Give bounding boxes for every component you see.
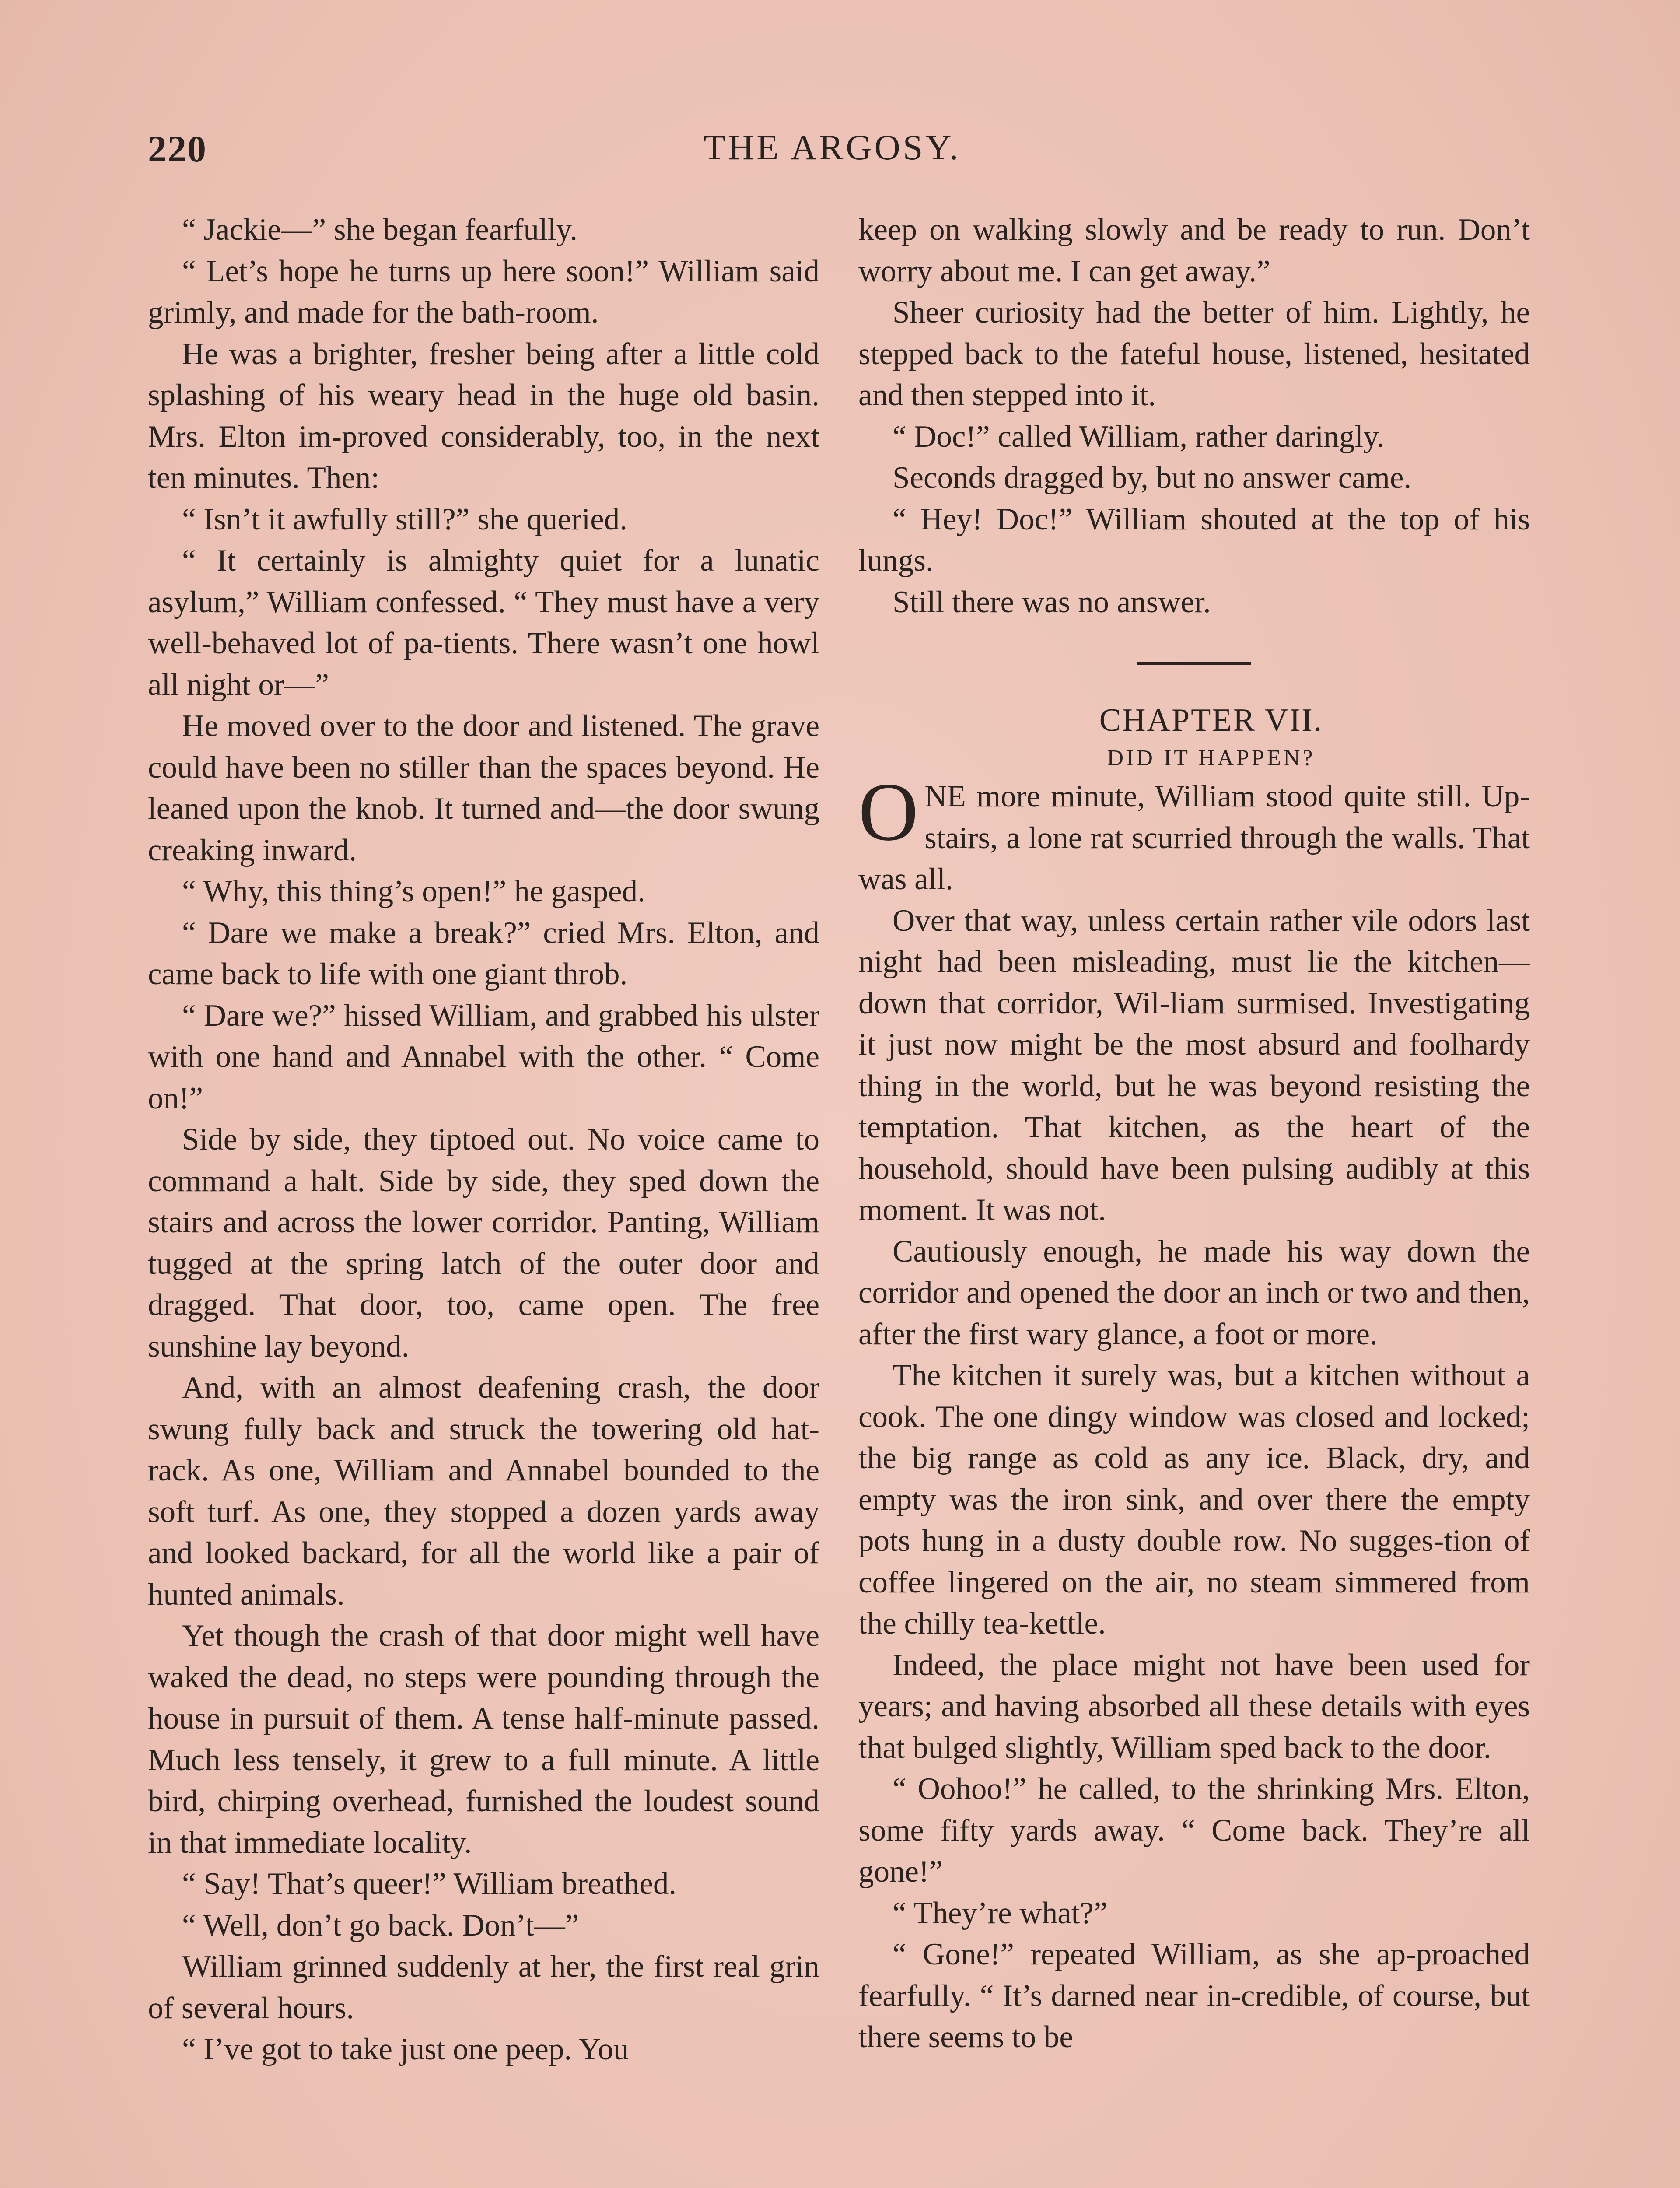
paragraph: “ Doc!” called William, rather daringly. — [892, 419, 1385, 454]
paragraph: Over that way, unless certain rather vile odors last night had been misleading, must lie the kitchen—down that corridor, Wil-liam surmised. Investigating it just now might be the most absurd and foolhardy thing in the world, but he was beyond resisting the temptation. That kitchen, as the heart of the household, should have been pulsing audibly at this moment. It was not. — [858, 903, 1530, 1227]
paragraph: “ Hey! Doc!” William shouted at the top of his lungs. — [858, 502, 1530, 578]
section-divider — [1138, 662, 1251, 665]
paragraph: William grinned suddenly at her, the first real grin of several hours. — [148, 1950, 819, 2025]
paragraph: “ Dare we?” hissed William, and grabbed his ulster with one hand and Annabel with the other. “ Come on!” — [148, 998, 819, 1115]
page-number: 220 — [148, 128, 207, 170]
paragraph: Cautiously enough, he made his way down the corridor and opened the door an inch or two and then, after the first wary glance, a foot or more. — [858, 1234, 1530, 1351]
paragraph: “ Let’s hope he turns up here soon!” William said grimly, and made for the bath-room. — [148, 254, 819, 330]
right-column — [858, 209, 1530, 2058]
chapter-title: CHAPTER VII. — [1099, 702, 1323, 738]
paragraph: “ Why, this thing’s open!” he gasped. — [182, 874, 645, 908]
paragraph: Indeed, the place might not have been used for years; and having absorbed all these details with eyes that bulged slightly, William sped back to the door. — [858, 1648, 1530, 1765]
paragraph: “ Dare we make a break?” cried Mrs. Elton, and came back to life with one giant throb. — [148, 915, 819, 991]
paragraph: “ Say! That’s queer!” William breathed. — [182, 1867, 677, 1901]
paragraph: Side by side, they tiptoed out. No voice came to command a halt. Side by side, they sped down the stairs and across the lower corridor. Panting, William tugged at the spring latch of the outer door and dragged. That door, too, came open. The free sunshine lay beyond. — [148, 1122, 819, 1364]
chapter-subtitle: DID IT HAPPEN? — [1107, 746, 1316, 771]
paragraph: And, with an almost deafening crash, the door swung fully back and struck the towering old hat-rack. As one, William and Annabel bounded to the soft turf. As one, they stopped a dozen yards away and looked backard, for all the world like a pair of hunted animals. — [148, 1371, 819, 1612]
paragraph: “ Well, don’t go back. Don’t—” — [182, 1908, 579, 1943]
paragraph: “ They’re what?” — [892, 1896, 1108, 1930]
drop-cap: O — [858, 766, 919, 858]
paragraph: He was a brighter, fresher being after a little cold splashing of his weary head in the huge old basin. Mrs. Elton im-proved considerably, too, in the next ten minutes. Then: — [148, 337, 819, 495]
left-column — [148, 209, 819, 2070]
chapter-opening-paragraph — [858, 766, 1530, 900]
paragraph: “ I’ve got to take just one peep. You — [182, 2032, 629, 2066]
paragraph: Yet though the crash of that door might well have waked the dead, no steps were pounding through the house in pursuit of them. A tense half-minute passed. Much less tensely, it grew to a full minute. A little bird, chirping overhead, furnished the loudest sound in that immediate locality. — [148, 1619, 819, 1860]
paragraph: Sheer curiosity had the better of him. Lightly, he stepped back to the fateful house, listened, hesitated and then stepped into it. — [858, 295, 1530, 412]
paragraph: He moved over to the door and listened. The grave could have been no stiller than the spaces beyond. He leaned upon the knob. It turned and—the door swung creaking inward. — [148, 709, 819, 867]
paragraph: “ Oohoo!” he called, to the shrinking Mrs. Elton, some fifty yards away. “ Come back. They’re all gone!” — [858, 1772, 1530, 1889]
chapter-opening-text: NE more minute, William stood quite still. Up-stairs, a lone rat scurried through the walls. That was all. — [858, 779, 1530, 896]
page-header — [148, 127, 1548, 175]
paragraph: “ Isn’t it awfully still?” she queried. — [182, 502, 628, 536]
paragraph: The kitchen it surely was, but a kitchen without a cook. The one dingy window was closed and locked; the big range as cold as any ice. Black, dry, and empty was the iron sink, and over there the empty pots hung in a dusty double row. No sugges-tion of coffee lingered on the air, no steam simmered from the chilly tea-kettle. — [858, 1358, 1530, 1641]
paragraph: “ Jackie—” she began fearfully. — [182, 213, 578, 247]
paragraph: “ It certainly is almighty quiet for a lunatic asylum,” William confessed. “ They must have a very well-behaved lot of pa-tients. There wasn’t one howl all night or—” — [148, 543, 819, 702]
paragraph-continued: keep on walking slowly and be ready to run. Don’t worry about me. I can get away.” — [858, 213, 1530, 288]
running-head: THE ARGOSY. — [704, 127, 961, 167]
paragraph: “ Gone!” repeated William, as she ap-proached fearfully. “ It’s darned near in-credible, of course, but there seems to be — [858, 1937, 1530, 2054]
paragraph: Still there was no answer. — [892, 585, 1211, 619]
paragraph: Seconds dragged by, but no answer came. — [892, 461, 1412, 495]
